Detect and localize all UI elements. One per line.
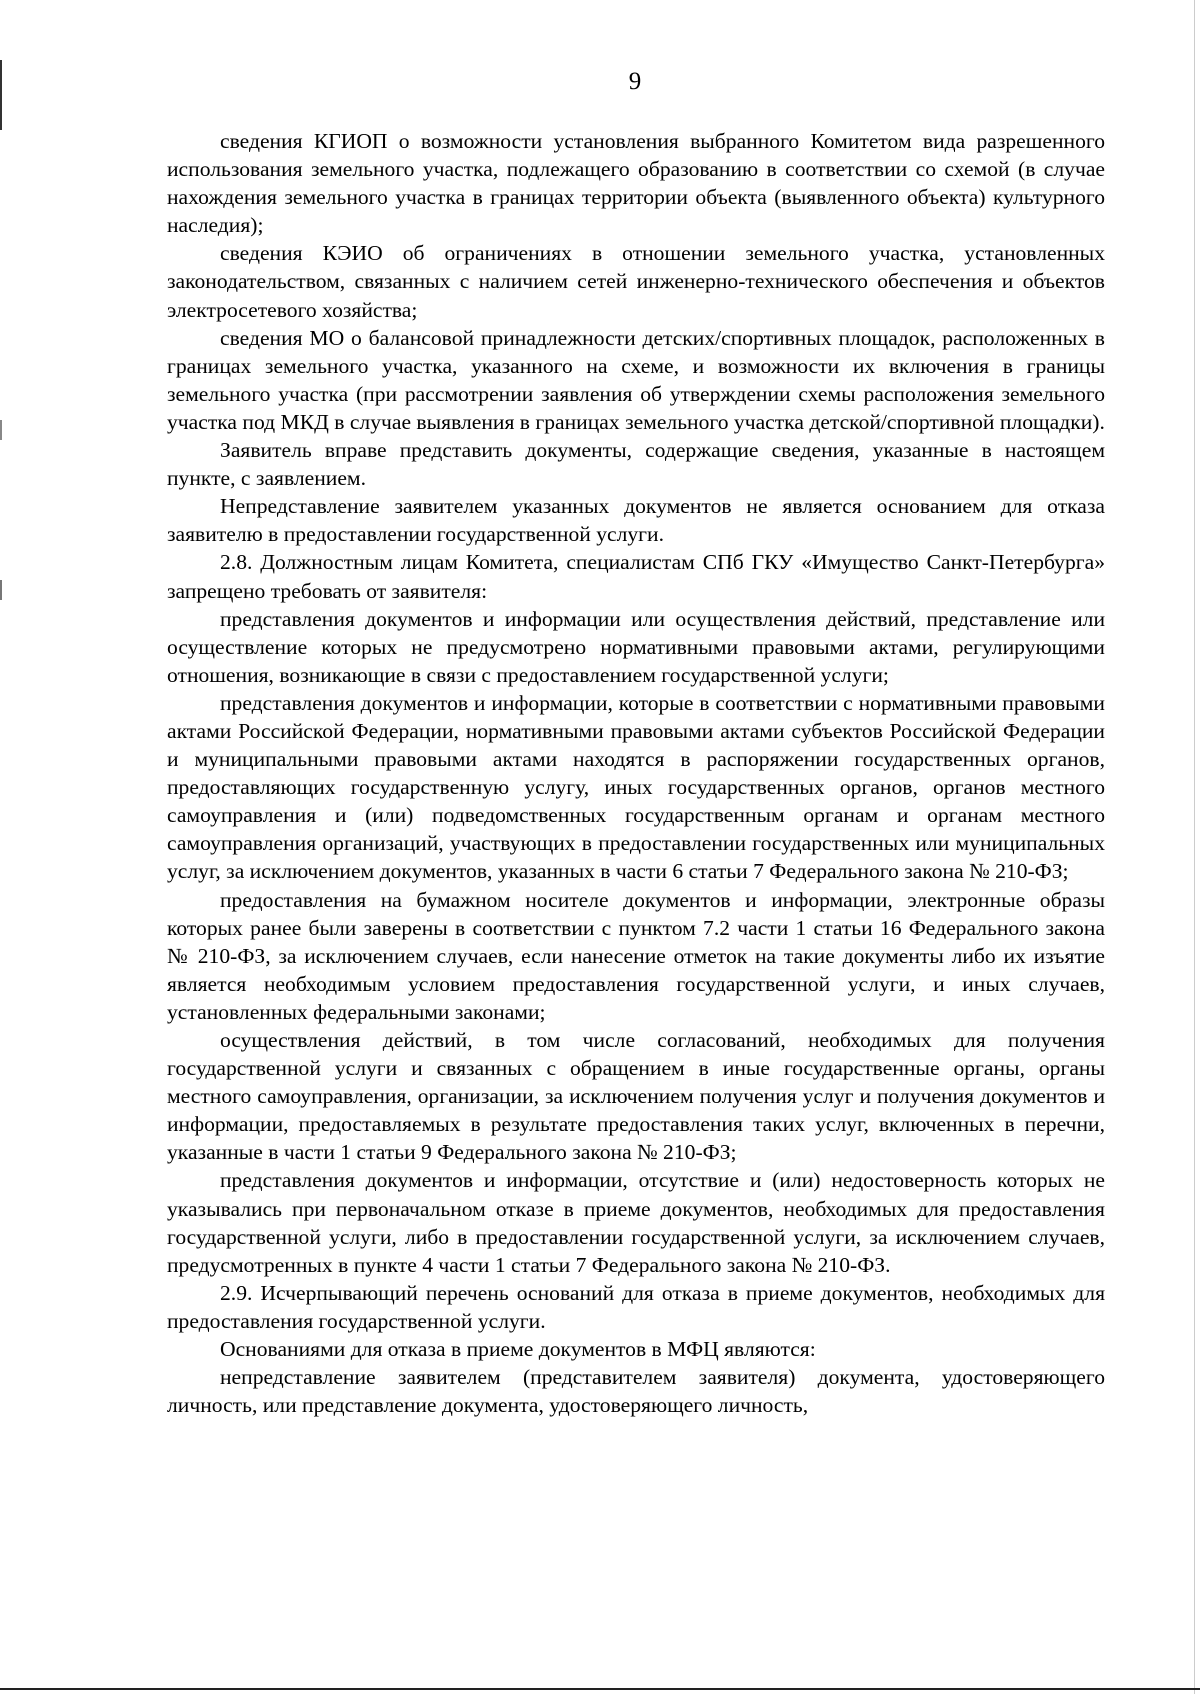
scan-right-edge: [1194, 0, 1195, 1694]
paragraph-2-8-item-5: представления документов и информации, отсутствие и (или) недостоверность которых не указывались при первоначальном отказе в приеме документов, необходимых для предоставления государственной услуги, либо в предоставлении государственной услуги, за исключением случаев, предусмотренных в пункте 4 части 1 статьи 7 Федерального закона № 210-ФЗ.: [167, 1168, 1105, 1277]
paragraph-2-8-item-4: осуществления действий, в том числе согласований, необходимых для получения государственной услуги и связанных с обращением в иные государственные органы, органы местного самоуправления, организации, за исключением получения услуг и получения документов и информации, предоставляемых в результате предоставления таких услуг, включенных в перечни, указанные в части 1 статьи 9 Федерального закона № 210-ФЗ;: [167, 1028, 1105, 1165]
paragraph-section-2-8: 2.8. Должностным лицам Комитета, специалистам СПб ГКУ «Имущество Санкт-Петербурга» запрещено требовать от заявителя:: [167, 550, 1105, 603]
paragraph-mfc-grounds: Основаниями для отказа в приеме документов в МФЦ являются:: [220, 1337, 816, 1362]
paragraph-2-8-item-3: предоставления на бумажном носителе документов и информации, электронные образы которых ранее были заверены в соответствии с пунктом 7.2 части 1 статьи 16 Федерального закона № 210-ФЗ, за исключением случаев, если нанесение отметок на такие документы либо их изъятие является необходимым условием предоставления государственной услуги, и иных случаев, установленных федеральными законами;: [167, 887, 1105, 1024]
paragraph-2-8-item-2: представления документов и информации, которые в соответствии с нормативными правовыми актами Российской Федерации, нормативными правовыми актами субъектов Российской Федерации и муниципальными правовыми актами находятся в распоряжении государственных органов, предоставляющих государственную услугу, иных государственных органов, органов местного самоуправления и (или) подведомственных государственным органам и органам местного самоуправления организаций, участвующих в предоставлении государственных или муниципальных услуг, за исключением документов, указанных в части 6 статьи 7 Федерального закона № 210-ФЗ;: [167, 690, 1105, 884]
paragraph-keio-info: сведения КЭИО об ограничениях в отношении земельного участка, установленных законодательством, связанных с наличием сетей инженерно-технического обеспечения и объектов электросетевого хозяйства;: [167, 241, 1105, 322]
document-body: [167, 127, 1105, 1419]
paragraph-kgiop-info: сведения КГИОП о возможности установления выбранного Комитетом вида разрешенного использования земельного участка, подлежащего образованию в соответствии со схемой (в случае нахождения земельного участка в границах территории объекта (выявленного объекта) культурного наследия);: [167, 129, 1105, 238]
paragraph-2-8-item-1: представления документов и информации или осуществления действий, представление или осуществление которых не предусмотрено нормативными правовыми актами, регулирующими отношения, возникающие в связи с предоставлением государственной услуги;: [167, 606, 1105, 687]
paragraph-non-submission: Непредставление заявителем указанных документов не является основанием для отказа заявителю в предоставлении государственной услуги.: [167, 494, 1105, 547]
paragraph-section-2-9: 2.9. Исчерпывающий перечень оснований для отказа в приеме документов, необходимых для предоставления государственной услуги.: [167, 1280, 1105, 1333]
scan-left-edge: [0, 0, 2, 1694]
scan-bottom-edge: [0, 1688, 1200, 1690]
paragraph-mo-info: сведения МО о балансовой принадлежности детских/спортивных площадок, расположенных в границах земельного участка, указанного на схеме, и возможности их включения в границы земельного участка (при рассмотрении заявления об утверждении схемы расположения земельного участка под МКД в случае выявления в границах земельного участка детской/спортивной площадки).: [167, 325, 1105, 434]
paragraph-applicant-right: Заявитель вправе представить документы, содержащие сведения, указанные в настоящем пункте, с заявлением.: [167, 438, 1105, 491]
paragraph-grounds-item-1: непредставление заявителем (представителем заявителя) документа, удостоверяющего личность, или представление документа, удостоверяющего личность,: [167, 1365, 1105, 1418]
page-number: 9: [628, 68, 642, 95]
